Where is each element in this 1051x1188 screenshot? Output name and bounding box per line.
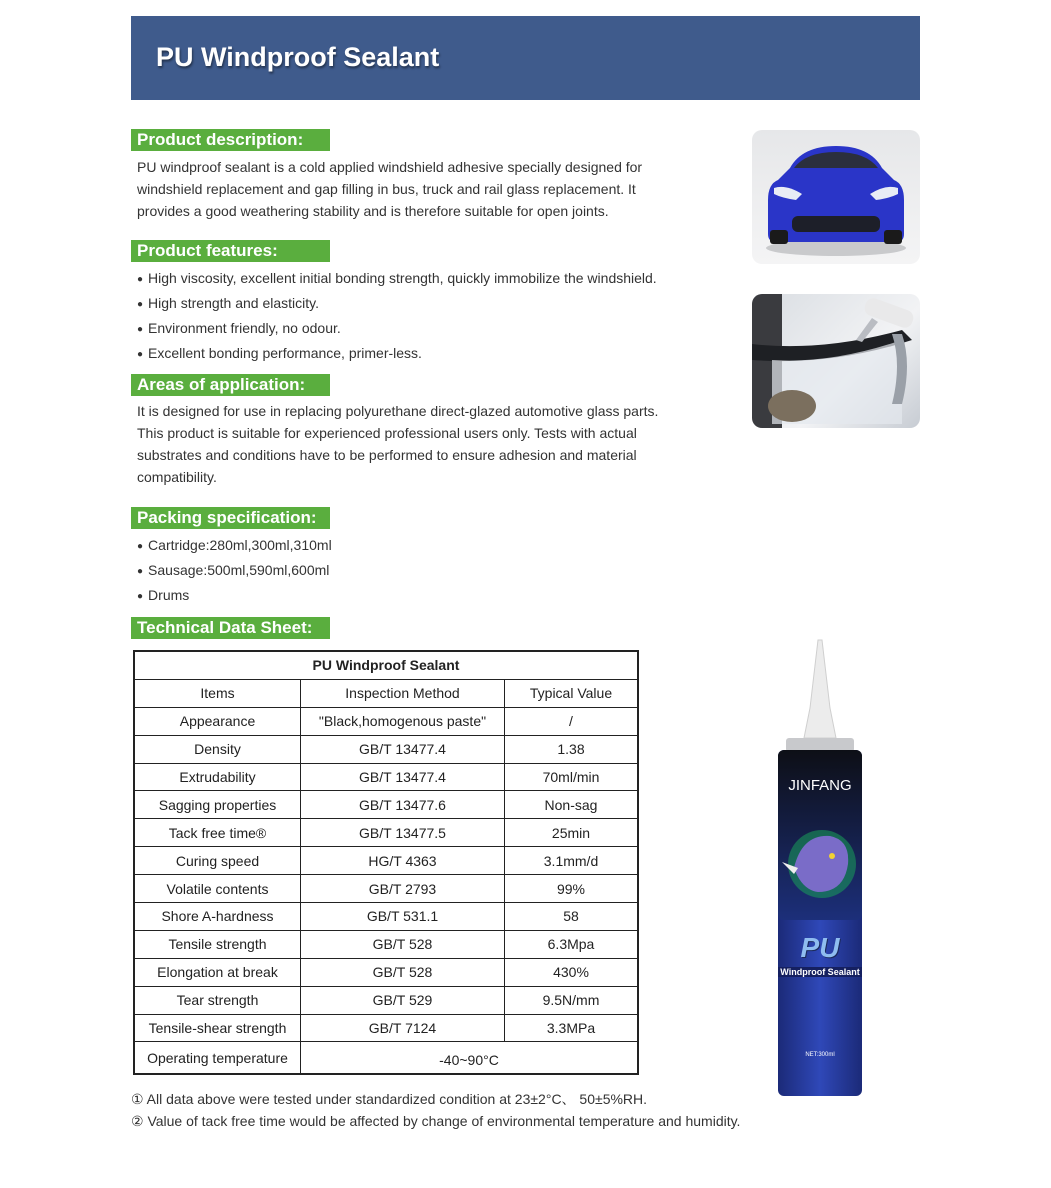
table-cell-method: GB/T 13477.4 [301, 763, 505, 791]
table-cell-value: 70ml/min [505, 763, 639, 791]
table-cell-item: Elongation at break [134, 958, 301, 986]
table-row [134, 763, 638, 791]
section-heading-tds: Technical Data Sheet: [131, 617, 330, 639]
table-cell-value: 99% [505, 875, 639, 903]
list-item: ● Excellent bonding performance, primer-less. [137, 342, 657, 367]
list-item: ● High strength and elasticity. [137, 292, 657, 317]
table-cell-value: 58 [505, 903, 639, 931]
table-cell-item: Appearance [134, 707, 301, 735]
table-cell-method: GB/T 528 [301, 930, 505, 958]
car-photo [752, 130, 920, 264]
title-banner [131, 16, 920, 100]
table-cell-method: GB/T 2793 [301, 875, 505, 903]
table-cell-item: Sagging properties [134, 791, 301, 819]
description-text [137, 156, 642, 222]
table-cell-item: Volatile contents [134, 875, 301, 903]
application-line: It is designed for use in replacing polyurethane direct-glazed automotive glass parts. [137, 403, 659, 419]
table-cell-value: 3.1mm/d [505, 847, 639, 875]
technical-data-table [133, 650, 639, 1075]
table-row [134, 1014, 638, 1042]
table-cell-method: "Black,homogenous paste" [301, 707, 505, 735]
application-text [137, 400, 658, 488]
table-cell-method: GB/T 531.1 [301, 903, 505, 931]
table-cell-value: Non-sag [505, 791, 639, 819]
table-cell-method: GB/T 13477.6 [301, 791, 505, 819]
tube-brand: JINFANG [788, 777, 852, 794]
table-cell-item: Operating temperature [134, 1042, 301, 1074]
table-cell-item: Extrudability [134, 763, 301, 791]
list-item: ● Drums [137, 584, 332, 609]
table-row [134, 819, 638, 847]
application-photo [752, 294, 920, 428]
list-item: ● Cartridge:280ml,300ml,310ml [137, 534, 332, 559]
table-cell-item: Tensile-shear strength [134, 1014, 301, 1042]
table-cell-method: GB/T 7124 [301, 1014, 505, 1042]
tube-net-volume: NET:300ml [805, 1052, 835, 1058]
table-cell-value: -40~90°C [301, 1042, 639, 1074]
description-line: windshield replacement and gap filling in bus, truck and rail glass replacement. It [137, 181, 636, 197]
table-cell-value: / [505, 707, 639, 735]
sealant-application-illustration [752, 294, 920, 428]
tube-label-big: PU [800, 932, 840, 963]
table-row [134, 791, 638, 819]
section-heading-features: Product features: [131, 240, 330, 262]
section-heading-application: Areas of application: [131, 374, 330, 396]
table-cell-value: 6.3Mpa [505, 930, 639, 958]
application-line: compatibility. [137, 469, 217, 485]
features-list [137, 267, 657, 367]
column-header-items: Items [134, 679, 301, 707]
table-cell-method: GB/T 529 [301, 986, 505, 1014]
description-line: provides a good weathering stability and is therefore suitable for open joints. [137, 203, 609, 219]
table-cell-value: 430% [505, 958, 639, 986]
table-cell-item: Tack free time® [134, 819, 301, 847]
table-cell-item: Shore A-hardness [134, 903, 301, 931]
section-heading-description: Product description: [131, 129, 330, 151]
table-row [134, 847, 638, 875]
table-cell-value: 9.5N/mm [505, 986, 639, 1014]
table-title: PU Windproof Sealant [134, 651, 638, 679]
list-item: ● Environment friendly, no odour. [137, 317, 657, 342]
table-row [134, 930, 638, 958]
table-row [134, 958, 638, 986]
table-cell-item: Density [134, 735, 301, 763]
table-row [134, 986, 638, 1014]
table-cell-item: Tensile strength [134, 930, 301, 958]
table-cell-method: GB/T 13477.4 [301, 735, 505, 763]
table-cell-value: 3.3MPa [505, 1014, 639, 1042]
product-tube-image [772, 638, 868, 1100]
table-row [134, 735, 638, 763]
sealant-cartridge-illustration [772, 638, 868, 1100]
table-cell-method: HG/T 4363 [301, 847, 505, 875]
car-illustration [752, 130, 920, 264]
application-line: This product is suitable for experienced professional users only. Tests with actual [137, 425, 637, 441]
table-cell-value: 1.38 [505, 735, 639, 763]
table-row [134, 875, 638, 903]
table-row [134, 903, 638, 931]
section-heading-packing: Packing specification: [131, 507, 330, 529]
table-cell-item: Curing speed [134, 847, 301, 875]
table-cell-item: Tear strength [134, 986, 301, 1014]
table-cell-method: GB/T 13477.5 [301, 819, 505, 847]
page-title: PU Windproof Sealant [156, 42, 440, 72]
table-body [134, 707, 638, 1042]
application-line: substrates and conditions have to be performed to ensure adhesion and material [137, 447, 637, 463]
list-item: ● High viscosity, excellent initial bonding strength, quickly immobilize the windshield. [137, 267, 657, 292]
footnote-2: ② Value of tack free time would be affected by change of environmental temperature and humidity. [131, 1113, 741, 1129]
table-cell-value: 25min [505, 819, 639, 847]
description-line: PU windproof sealant is a cold applied windshield adhesive specially designed for [137, 159, 643, 175]
column-header-value: Typical Value [505, 679, 639, 707]
list-item: ● Sausage:500ml,590ml,600ml [137, 559, 332, 584]
tube-label-sub: Windproof Sealant [778, 967, 862, 977]
packing-list [137, 534, 332, 609]
column-header-method: Inspection Method [301, 679, 505, 707]
table-cell-method: GB/T 528 [301, 958, 505, 986]
footnote-1: ① All data above were tested under standardized condition at 23±2°C、 50±5%RH. [131, 1091, 648, 1107]
table-row [134, 707, 638, 735]
